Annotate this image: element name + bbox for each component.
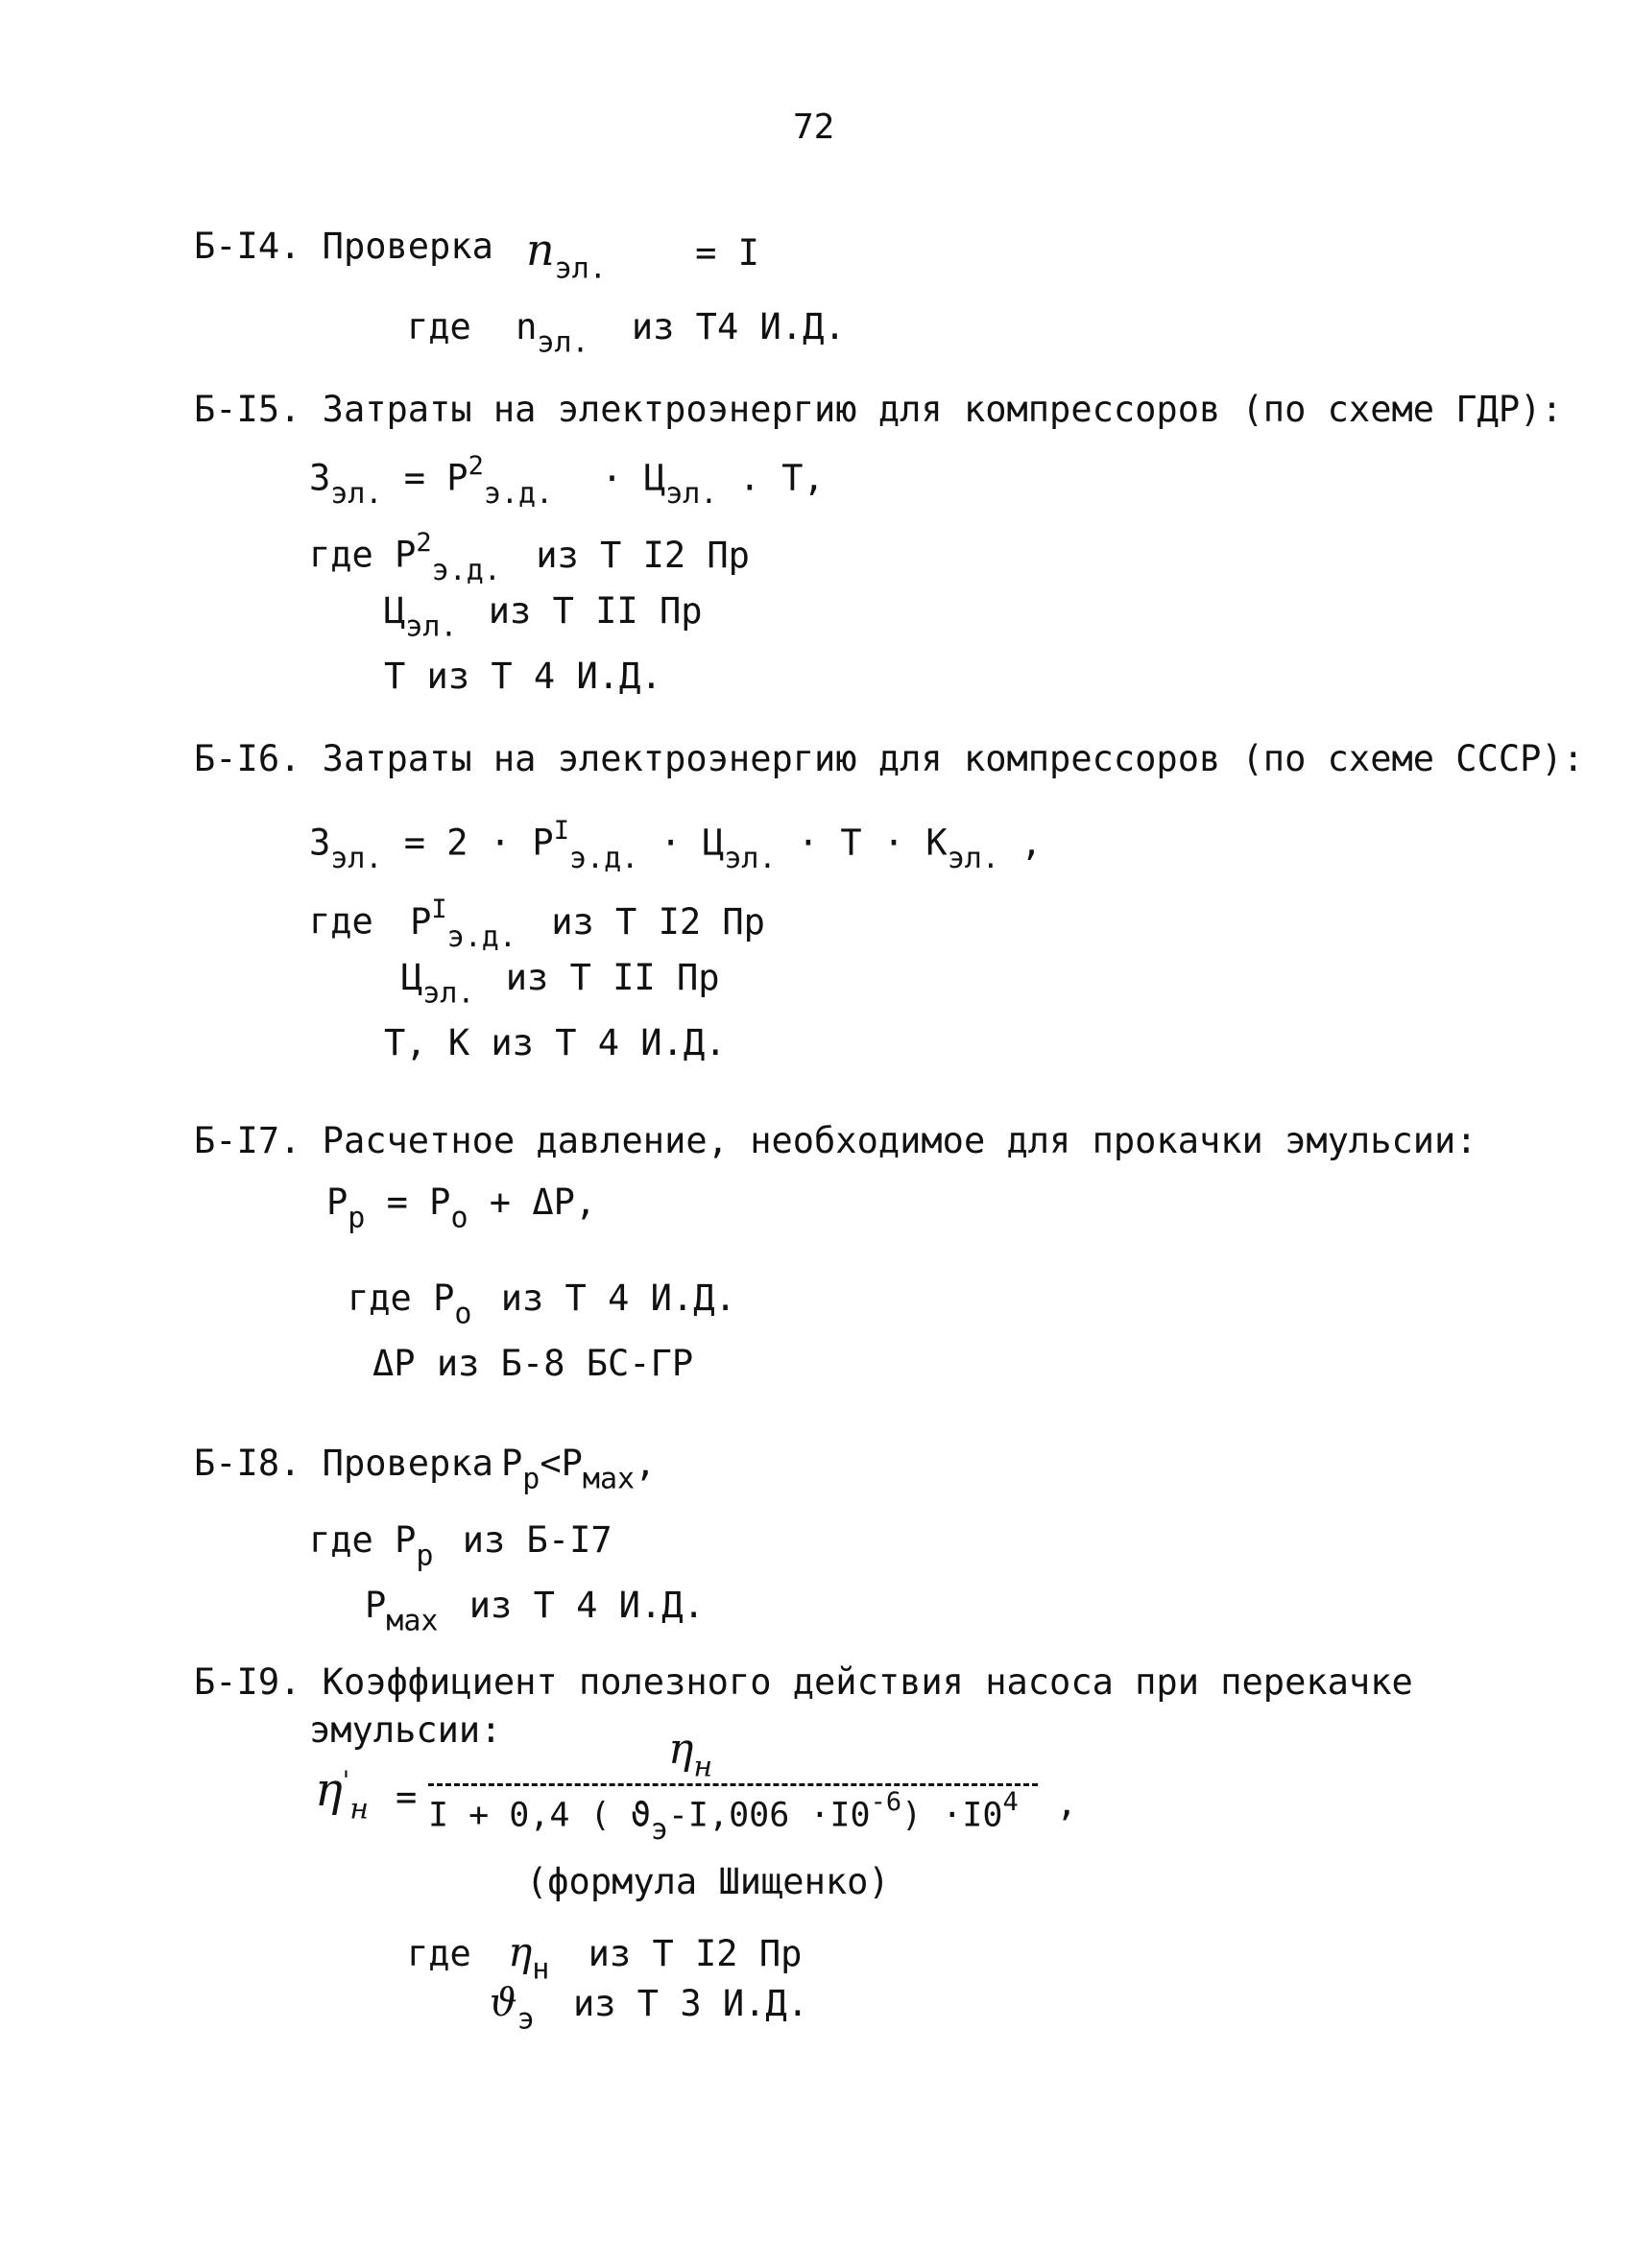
source-ref: из Т 4 И.Д.: [468, 1585, 705, 1626]
symbol-n: n: [516, 306, 538, 347]
section-b17-heading: [194, 1121, 1477, 1162]
equals-p: = Р: [403, 457, 468, 499]
page-number: 72: [793, 107, 835, 147]
symbol-eta: η: [668, 1725, 694, 1774]
source-ref: из Т I2 Пр: [551, 900, 765, 943]
section-title: Затраты на электроэнергию для компрессоров (по схеме СССР):: [322, 738, 1584, 779]
den-part: I + 0,4 ( ϑ: [428, 1796, 651, 1835]
formula-tail: + ΔР,: [489, 1182, 597, 1223]
symbol-p: Р: [410, 900, 432, 943]
subscript: н: [532, 1952, 550, 1987]
section-title: Проверка: [322, 226, 493, 267]
subscript: эл.: [724, 842, 777, 876]
symbol-theta: ϑ: [490, 1981, 517, 2025]
subscript: эл.: [554, 251, 607, 286]
subscript: о: [450, 1201, 468, 1235]
less-than-p: <Р: [540, 1443, 583, 1484]
subscript: н: [349, 1792, 369, 1826]
superscript: 2: [416, 528, 432, 558]
equals-2p: = 2 · Р: [403, 822, 554, 864]
subscript: эл.: [330, 477, 383, 512]
symbol-eta: η: [508, 1928, 533, 1975]
source-ref: из Т II Пр: [488, 590, 703, 632]
superscript: ': [342, 1766, 350, 1797]
b15-where-2: [384, 591, 703, 644]
section-label: Б-I5.: [194, 389, 301, 430]
section-b19-heading: [194, 1662, 1413, 1704]
b15-where-1: [309, 528, 750, 588]
b16-where-2: [401, 958, 720, 1011]
symbol-p: Р: [395, 534, 417, 576]
equals-p: = Р: [386, 1182, 451, 1223]
b19-where-1: [407, 1929, 802, 1987]
b19-trailing-comma: ,: [1056, 1782, 1078, 1824]
section-label: Б-I4.: [194, 226, 301, 267]
subscript: о: [454, 1297, 472, 1331]
source-ref: из Т II Пр: [505, 957, 720, 998]
source-ref: из Т 4 И.Д.: [500, 1277, 736, 1319]
subscript: эл.: [405, 609, 458, 644]
symbol-p: Р: [395, 1519, 417, 1561]
source-ref: из Т I2 Пр: [536, 534, 750, 576]
symbol-c: Ц: [384, 590, 406, 632]
comma: ,: [1021, 822, 1043, 864]
subscript: э.д.: [431, 554, 501, 588]
subscript: р: [416, 1539, 434, 1573]
section-title: Расчетное давление, необходимое для прокачки эмульсии:: [322, 1120, 1477, 1161]
where-word: где: [407, 1933, 471, 1974]
subscript: э: [650, 1813, 668, 1848]
subscript: эл.: [947, 842, 999, 876]
symbol-eta: η: [315, 1763, 343, 1817]
den-part: ) ·I0: [901, 1796, 1003, 1835]
dot-t-k: · Т · К: [797, 822, 948, 864]
b19-equals: =: [396, 1777, 418, 1818]
symbol-p: Р: [365, 1585, 387, 1626]
fraction-denominator: [428, 1787, 1019, 1848]
symbol-p: Р: [501, 1443, 523, 1484]
exponent: 4: [1002, 1787, 1019, 1817]
equals-value: = I: [695, 232, 759, 274]
subscript: э: [516, 2002, 535, 2037]
b18-formula: [501, 1444, 656, 1496]
subscript: э.д.: [568, 842, 639, 876]
subscript: э.д.: [446, 920, 516, 955]
source-ref: из Б-I7: [462, 1519, 612, 1561]
b16-where-3: Т, К из Т 4 И.Д.: [384, 1022, 727, 1063]
b18-where-2: [365, 1586, 705, 1638]
exponent: -6: [870, 1787, 902, 1817]
symbol-p: Р: [326, 1182, 348, 1223]
b14-formula: [526, 225, 759, 286]
b19-lhs: [315, 1764, 369, 1826]
where-word: где: [348, 1277, 412, 1319]
symbol-c: Ц: [401, 957, 423, 998]
section-title: Коэффициент полезного действия насоса при перекачке: [322, 1661, 1413, 1703]
section-label: Б-I6.: [194, 738, 301, 779]
subscript: н: [693, 1750, 713, 1784]
where-word: где: [407, 306, 471, 347]
source-ref: из Т 3 И.Д.: [572, 1983, 808, 2024]
b19-where-2: [490, 1981, 808, 2037]
subscript: эл.: [330, 842, 383, 876]
symbol-n: n: [526, 224, 555, 275]
b17-where-2: ΔР из Б-8 БС-ГР: [372, 1343, 694, 1384]
b15-formula: [309, 451, 825, 512]
section-label: Б-I9.: [194, 1661, 301, 1703]
formula-tail: . Т,: [738, 457, 825, 499]
where-word: где: [309, 534, 373, 576]
symbol-z: З: [309, 457, 331, 499]
superscript: I: [553, 816, 569, 846]
where-word: где: [309, 1519, 373, 1561]
section-b14-heading: [194, 227, 493, 268]
source-ref: из Т I2 Пр: [588, 1933, 803, 1974]
section-title: Затраты на электроэнергию для компрессоров (по схеме ГДР):: [322, 389, 1563, 430]
b19-note: (формула Шищенко): [526, 1861, 890, 1902]
subscript: эл.: [537, 325, 589, 360]
dot-c: · Ц: [660, 822, 725, 864]
den-part: -I,006 ·I0: [667, 1796, 871, 1835]
symbol-c: Ц: [643, 457, 666, 499]
b17-formula: [326, 1182, 596, 1235]
b19-fraction: [428, 1725, 1043, 1848]
subscript: эл.: [422, 976, 475, 1011]
comma: ,: [635, 1443, 657, 1484]
section-b15-heading: [194, 390, 1563, 431]
b15-where-3: Т из Т 4 И.Д.: [384, 656, 662, 697]
subscript: мах: [582, 1462, 636, 1496]
subscript: э.д.: [483, 477, 554, 512]
subscript: р: [522, 1462, 540, 1496]
symbol-p: Р: [433, 1277, 455, 1319]
section-title: Проверка: [322, 1443, 493, 1484]
b18-where-1: [309, 1520, 612, 1573]
b16-where-1: [309, 895, 765, 955]
dot-operator: ·: [601, 457, 623, 499]
section-label: Б-I7.: [194, 1120, 301, 1161]
section-b18-heading: [194, 1444, 493, 1485]
section-label: Б-I8.: [194, 1443, 301, 1484]
subscript: р: [348, 1201, 366, 1235]
b16-formula: [309, 816, 1042, 876]
fraction-bar: [428, 1783, 1038, 1786]
where-word: где: [309, 900, 373, 943]
superscript: 2: [468, 451, 484, 481]
section-b16-heading: [194, 739, 1584, 780]
source-ref: из Т4 И.Д.: [631, 306, 846, 347]
symbol-z: З: [309, 822, 331, 864]
subscript: мах: [386, 1604, 439, 1638]
b14-where: [407, 307, 846, 360]
superscript: I: [431, 895, 447, 924]
section-b19-title-line2: эмульсии:: [309, 1709, 502, 1751]
b17-where-1: [348, 1278, 736, 1331]
subscript: эл.: [665, 477, 718, 512]
fraction-numerator: [668, 1726, 712, 1784]
